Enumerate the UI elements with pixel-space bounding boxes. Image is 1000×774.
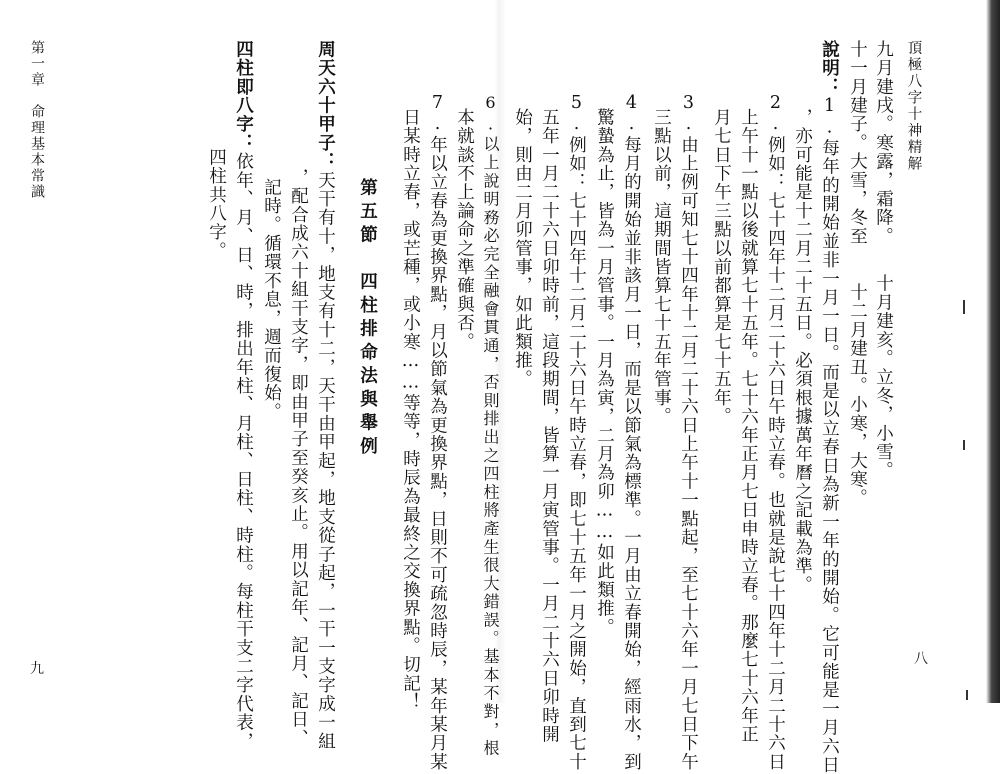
lead-label: 四柱即八字： <box>233 40 254 153</box>
text-line: ，亦可能是十二月二十五日。必須根據萬年曆之記載為準。 <box>792 108 813 595</box>
lead-label: 周天六十甲子： <box>315 40 336 171</box>
page-number-right: 八 <box>914 651 928 667</box>
text-line: 2.例如：七十四年十二月二十六日午時立春。也就是說七十四年十二月二十六日 <box>765 93 786 772</box>
scan-speck <box>966 690 968 700</box>
text-line: 5.例如：七十四年十二月二十六日午時立春，即七十五年一月之開始，直到七十 <box>566 93 587 772</box>
text-line: 7.年以立春為更換界點，月以節氣為更換界點，日則不可疏忽時辰，某年某月某 <box>427 93 448 772</box>
text-line: 日某時立春，或芒種，或小寒……等等，時辰為最終之交換界點。切記！ <box>400 108 421 712</box>
running-head-right: 頂極八字十神精解 <box>905 40 922 172</box>
text-line: 月七日下午三點以前都算是七十五年。 <box>711 108 732 426</box>
text-line: 三點以前，這期間皆算七十五年管事。 <box>651 108 672 426</box>
scan-speck <box>963 300 965 314</box>
text-line: 十一月建子。大雪，冬至 十二月建丑。小寒，大寒。 <box>847 40 868 508</box>
running-head-left: 第一章 命理基本常識 <box>29 40 45 200</box>
text-line: 本就談不上論命之準確與否。 <box>454 108 475 352</box>
text-line: 周天六十甲子：天干有十，地支有十二，天干由甲起，地支從子起，一干一支字成一組 <box>315 40 336 751</box>
text-line: 四柱即八字：依年、月、日、時，排出年柱、月柱、日柱、時柱。每柱干支二字代表， <box>233 40 254 751</box>
text-line: 驚蟄為止，皆為一月管事。一月為寅，二月為卯……如此類推。 <box>594 108 615 637</box>
text-line: 五年一月二十六日卯時前，這段期間，皆算一月寅管事。一月二十六日卯時開 <box>539 108 560 744</box>
page-number-left: 九 <box>30 661 44 677</box>
section-title: 第五節 四柱排命法與舉例 <box>357 178 378 460</box>
text-line: 3.由上例可知七十四年十二月二十六日上午十一點起，至七十六年一月七日下午 <box>678 93 699 772</box>
scan-speck <box>963 440 965 450</box>
text-line: ，配合成六十組干支字，即由甲子至癸亥止。用以記年、記月、記日、 <box>288 168 309 748</box>
text-line: 記時。循環不息，週而復始。 <box>261 178 282 422</box>
text-line: 四柱共八字。 <box>206 148 227 261</box>
lead-label: 說明： <box>819 40 840 97</box>
book-edge <box>986 0 1000 703</box>
text-line: 說明：1.每年的開始並非一月一日。而是以立春日為新一年的開始。它可能是一月六日 <box>819 40 840 774</box>
text-line: 九月建戌。寒露，霜降。 十月建亥。立冬，小雪。 <box>873 40 894 481</box>
text-line: 4.每月的開始並非該月一日，而是以節氣為標準。一月由立春開始，經雨水，到 <box>621 93 642 772</box>
text-line: 上午十一點以後就算七十五年。七十六年正月七日申時立春。那麼七十六年正 <box>738 108 759 744</box>
text-line: 6.以上說明務必完全融會貫通，否則排出之四柱將產生很大錯誤。基本不對，根 <box>481 93 500 758</box>
text-line: 始，則由二月卯管事，如此類推。 <box>512 108 533 389</box>
